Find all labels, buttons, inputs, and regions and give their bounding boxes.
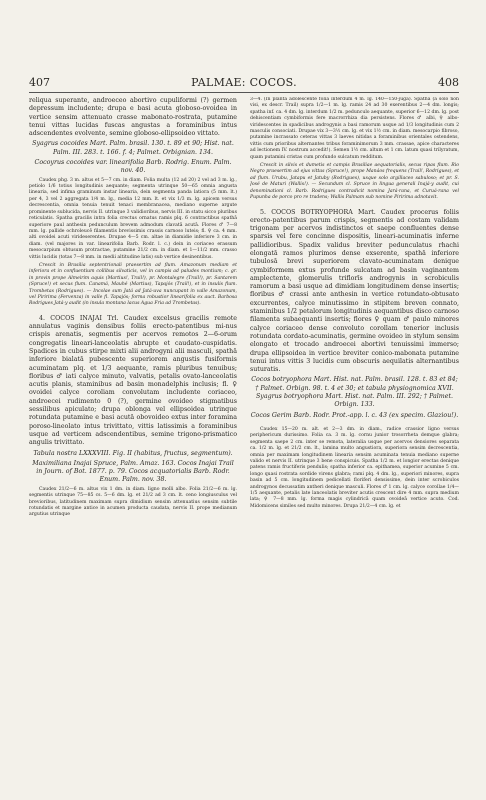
paragraph: 3—4. (In plantā adolescente folia interdum 4 m. lg. 140—150-juga). Spatha (a solo non visi, ex descr. Trail) supra 1/2—1 m. lg. ramis 24 ad 30 exerentibus 2—4 dm. longis; spatha inf. ca. 4 dm. lg. interdum 1/2 m. pedunculo aequante, superior 6—12 dm. lg. post dehiscentiam cymbiformis fere macrorrhiza dia persistens. Flores ♂ albi, ♀ albo-viridescentes in spadicibus androgynis a basi ramorum usque ad 1/3 longitudinis cum 2 masculis consociati. Drupae vix 3—3½ cm. lg. et vix 1½ cm. in diam. mesocarpio fibroso, putamine incrassato ceteras vittas 3 laeves nitidas a foraminibus orientales ostendens, vittis cum prioribus alternantes tribus foraminimorum 3 mm. crassae, apice characteres ad lectionem IV. nostrum accedit!). Semen 1½ cm. altum et 1 cm. latum quasi trilyratum, quam putamini cristas cum profundo sulcatum redditum. xyxy=(250,97,459,160)
left-column xyxy=(29,97,237,787)
citation: Cocos Gerim Barb. Rodr. Prot.-app. l. c. 43 (ex specim. Glaziou!). xyxy=(250,411,459,419)
citation: Cocos botryophora Mart. Hist. nat. Palm. brasil. 128. t. 83 et 84; † Palmet. Orbign. 98. t. 4 et 30; et tabula physiognomica XVII. Syagrus botryophora Mart. Hist. nat. Palm. III. 292; † Palmet. Orbign. 133. xyxy=(251,376,458,409)
paragraph: 4. COCOS INAJAI Trl. Caudex excelsus gracilis remote annulatus vaginis densibus foliis erecto-patentibus mi-nus crispis arenatis, segmentis per acervos remotos 2—6-orum congregatis lineari-lanceolatis abrupte et caudato-cuspidatis. Spadices in cubus stirpe mixti alii androgyni alii masculi, spathā inferiore bialatā pubescente superiorem angustis fusiformis acuminatam plq. et 1/3 aequante, ramis pluribus tenuibus; floribus ♂ iati calyce minuto, valvatis, petalis ovato-lanceolatis acutis planis, staminibus ad basin monadelphis inclusis; fl. ♀ ovoidei calyce coroliam convolutam includente coriaceo, androecei rudimento 0 (?), germine ovoideo stigmatibus sessilibus apiculato; drupa oblonga vel ellipsoidea utrinque rotundata putamine e basi acutā obovoideo extus inter foramina poroso-lineolato intus trivittato, vittis latissimis a foraminibus usque ad verticem adscendentibus, semine trigono-prismatico angulis trivittato. xyxy=(29,314,237,447)
right-column xyxy=(250,97,459,787)
citation: Syagrus cocoides Mart. Palm. brasil. 130. t. 89 et 90; Hist. nat. Palm. III. 283. t. 166. f. 4; Palmet. Orbignian. 134. xyxy=(32,140,234,156)
citation: Tabula nostra LXXXVIII. Fig. II (habitus, fructus, segmentum). xyxy=(33,449,233,457)
header-rule xyxy=(29,92,459,93)
paragraph: 5. COCOS BOTRYOPHORA Mart. Caudex procerus foliis erecto-patentibus parum crispis, segmentis ad costam validam trigonam per acervos indistinctos et saepe confluentes dense sparsis vel fere concinne dispositis, lineari-acuminatis inferne pallidioribus. Spadix validus breviter pedunculatus rhachi elongatā ramos plurimos dense exserente, spathā inferiore tubulosā brevi superiorem clavato-acuminatam denique cymbiformem extus profunde sulcatam ad basin vaginantem amplectente, glomerulis triflorīs androgynis in scrobiculis ramorum a basi usque ad dimidiam longitudinem dense insertis; floribus ♂ crassi ante anthesin in vertice rotundato-obtusato excurrentes, calyce minutissimo in stipitem breven connato, staminibus 1/2 petalorum longitudinis aequantibus disco carnoso filamenta subaequanti insertis; flores ♀ quam ♂ paulo minores calyce coriaceo dense convoluto corollam tenerior inclusis rotundata cordato-acuminatis, germine ovoideo in stylum sensim elongato et trocado androecei abortivi tenuissimi immerso; drupa ellipsoidea in vertice breviter conico-mabonata putamine tenui intus vittis 3 lucidis cum obscuris aequilatis alternantibus suturatis. xyxy=(250,208,459,374)
running-title: PALMAE: COCOS. xyxy=(191,76,297,89)
running-header xyxy=(29,76,459,90)
paragraph: Caudex phg. 3 m. altus et 5—7 cm. in diam. Folia multa (12 ad 20) 2 vel ad 3 m. lg., petiolo 1/6 totius longitudinis aequante; segmenta utrinque 50—65 omnia angusta linearia, sed infima graminum instar linearia, dein segmenta panda latiora (5 mm. lt.) per 4, 3 vel 2 aggregata 1/4 m. lg., media 12 mm. lt. et vix 1/3 m. lg. apicem versus decrescentia, omnia tenuia tenuit tenaci membranacea, mediano superne argute prominente sublucida, nervis II. utrinque 3 validioribus, nervis III. in statu sicco pluribus reticulatis. Spatha gracilis intra folia crectus ornatus ramis plq. 6 contractibus spathā superiore paul anthesin pedunculum brevem admodum clavatā acutā. Flores ♂ 7—8 mm. lg. pallide ochroleucē filamentis brevissimis crassis carnoso luteis; fl. ♀ ca. 4 mm. alti ovoidei acuti virideserentes. Drupae 4—5 cm. altae in diamidie inferiore 3 cm. in diam. (vel majores in var. linearifolia Barb. Rodr. l. c.) dein in coriaceo erassum mesocarpium obtusum protractae, putamine 21/2 cm. in diam. et 1—11/2 mm. crasso vittis lucidis (totas 7—8 mm. in medii altitudine latis) sub vertice desinentibus. xyxy=(29,177,237,260)
paragraph: Caudex 15—20 m. alt. et 2—3 dm. in diam., radice crassior ligno versus periphericum durissimo. Folia ca. 3 m. lg. cornu junior trosorrheta demque glabra; segmenta saepe 2 cm. inter se remota, lateralia usque per acervos densiores separata ca. 1/2 m. lg. et 21/2 cm. lt., lamina multo angustiora, superiora sensim decrescentia, omnia per maximam longitudinem linearia sensim acuminata tenuia mediano superne valido et nervis II. utrinque 3 bene conspicuis. Spatha 1/2 m. et longior erectas denique patens ramis fructiferis pendulis; spatha inferior ca. epithamea, superior acumine 5 cm. longo quasi rostrata sordide virens glabra; rami plq. 4 dm. lg., superiori minores, supra basin ad 5 cm. longitudinem pedicellati floriferi densissime, dein inter scrobiculos androgynos decussatim antheri denique masculi. Flores ♂ 1 cm. lg. calyce corollae 1/4—1/5 aequante, petalis late lanceolatis breviter acutis crescent dire 4 mm. supra medium lata; ♀ 7—8 mm. lg. forma magis cylindricā quam ovoideā vertice acuto. Cod. Midomicens similes sed multo minores. Drupa 21/2—4 cm. lg. et xyxy=(250,426,459,509)
paragraph: Crescit in silvis et dumetis et campis Brasiliae aequatorialis, secus ripas flum. Rio Negro praesertim ad ejus vittas (Spruce!), prope Manáos frequens (Trail!, Rodrigues), et ad flum. Urubu, Jatapu et Jatuby (Rodrigues), usque solo argillaceo sabuloso; et pr. S. José de Maturi (Wallis!). — Secundum cl. Spruce in lingua generali Inajá-y audit, cui denominationi cl. Barb. Rodrigues contradicit nomina Jará-rana, et Curuá-rana vel Pupunha de porco pro re tradens; Wallis Palmam sub nomine Piririma adnotavit. xyxy=(250,163,459,201)
page-number-left: 407 xyxy=(29,76,50,89)
citation: Cocoyrus cocoides var. linearifolia Barb. Rodrig. Enum. Palm. nov. 40. xyxy=(34,159,232,175)
page-number-right: 408 xyxy=(438,76,459,89)
paragraph: Caudex 21/2—6 m. altus vix 1 dm. in diam. ligno molli albo. Folia 21/2—6 m. lg. segmentis utrinque 75—85 cs. 5—6 dm. lg. et 21/2 ad 3 cm. lt. ceno longiusculus vel brevioribus, latitudinem maximam supra dimidium sensim attenuatius sensim subtile rotundatis et margine antice in acumen producta caudata, nervis II. prope medianum argutius utrinque xyxy=(29,486,237,518)
citation: Maximiliana Inajai Spruce, Palm. Amaz. 163. Cocos Inajai Trail in Journ. of Bot. 1877. p. 79. Cocos acquatorialis Barb. Rodr. Enum. Palm. nov. 38. xyxy=(32,459,234,484)
paragraph: Crescit in Brasilia septentrionali praesertim ad flum. Amazonum mediam et inferiora et in confluentium collibus silvaticis, vel in campis ad paludes montium; c. gr. in provin prope Almeirim aquis (Martius!, Trail!), pr. Montalegre (Trail!), pr. Santarem (Spruce!) et secus flum. Canamá, Mauhé (Martius), Tapajós (Trail!), et in insulis flum. Trombetas (Rodrigues). — Incolae sum Jatá ad Jatá-uva nuncupant in valle Amazonum, vel Piririma (Fervenza) in valle fl. Tapajós; forma robustior linearifolia ex auct. Barbosa Rodrigues Jatá-y audit (in insula montana lacus Agua Fria ad Trombetas). xyxy=(29,262,237,307)
paragraph: reliqua superante, androeceo abortivo cupuliformi (?) germen depressum includente; drupa e basi acuta globoso-ovoidea in vertice sensim attenuato crasse mabonato-rostrata, putamine tenui vittas lucidas fuscas angustas a foraminibus intus adscendentes evolvente, semine globoso-ellipsoideo vittato. xyxy=(29,97,237,138)
